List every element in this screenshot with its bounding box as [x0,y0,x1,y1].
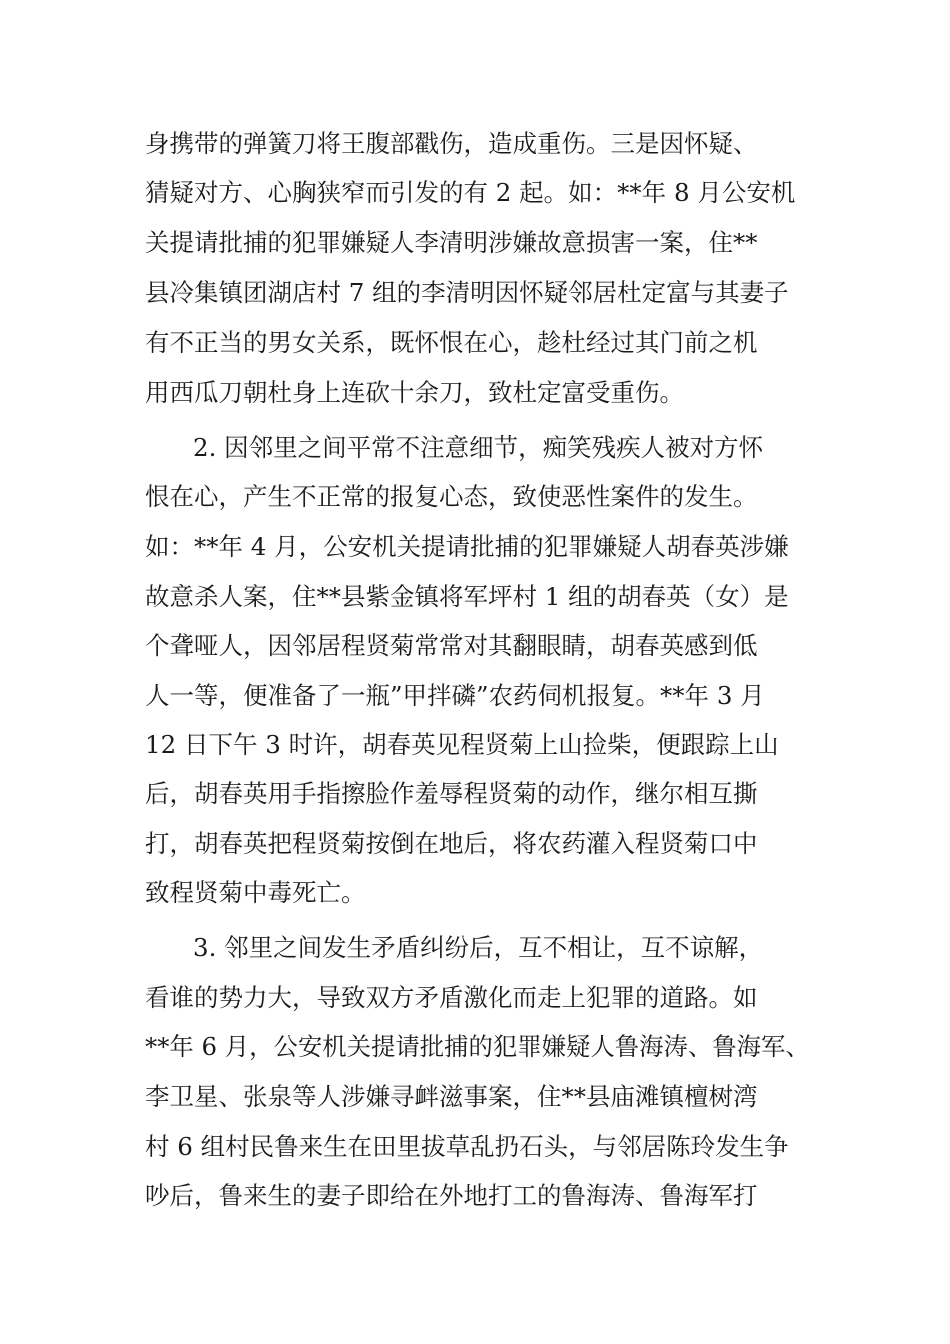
text-line: 人一等，便准备了一瓶”甲拌磷”农药伺机报复。**年 3 月 [145,681,765,710]
text-line: 后，胡春英用手指擦脸作羞辱程贤菊的动作，继尔相互撕 [145,779,758,808]
text-line: 致程贤菊中毒死亡。 [145,878,366,907]
text-line: 故意杀人案，住**县紫金镇将军坪村 1 组的胡春英（女）是 [145,582,789,611]
text-line: 有不正当的男女关系，既怀恨在心，趁杜经过其门前之机 [145,328,758,357]
text-line: 如：**年 4 月，公安机关提请批捕的犯罪嫌疑人胡春英涉嫌 [145,532,789,561]
text-line: 县冷集镇团湖店村 7 组的李清明因怀疑邻居杜定富与其妻子 [145,278,789,307]
text-line: 看谁的势力大，导致双方矛盾激化而走上犯罪的道路。如 [145,983,758,1012]
paragraph-start-line: 3. 邻里之间发生矛盾纠纷后，互不相让，互不谅解， [193,933,764,962]
text-line: 个聋哑人，因邻居程贤菊常常对其翻眼睛，胡春英感到低 [145,631,758,660]
paragraph-start-line: 2. 因邻里之间平常不注意细节，痴笑残疾人被对方怀 [193,433,764,462]
text-line: 吵后，鲁来生的妻子即给在外地打工的鲁海涛、鲁海军打 [145,1181,758,1210]
text-line: 猜疑对方、心胸狭窄而引发的有 2 起。如：**年 8 月公安机 [145,178,796,207]
text-line: 李卫星、张泉等人涉嫌寻衅滋事案，住**县庙滩镇檀树湾 [145,1082,758,1111]
text-line: 用西瓜刀朝杜身上连砍十余刀，致杜定富受重伤。 [145,378,684,407]
text-line: 12 日下午 3 时许，胡春英见程贤菊上山捡柴，便跟踪上山 [145,730,779,759]
text-line: 打，胡春英把程贤菊按倒在地后，将农药灌入程贤菊口中 [145,829,758,858]
text-line: 关提请批捕的犯罪嫌疑人李清明涉嫌故意损害一案，住** [145,228,758,257]
text-line: 村 6 组村民鲁来生在田里拔草乱扔石头，与邻居陈玲发生争 [145,1132,789,1161]
text-line: 身携带的弹簧刀将王腹部戳伤，造成重伤。三是因怀疑、 [145,129,758,158]
text-line: **年 6 月，公安机关提请批捕的犯罪嫌疑人鲁海涛、鲁海军、 [145,1032,810,1061]
text-line: 恨在心，产生不正常的报复心态，致使恶性案件的发生。 [145,482,758,511]
